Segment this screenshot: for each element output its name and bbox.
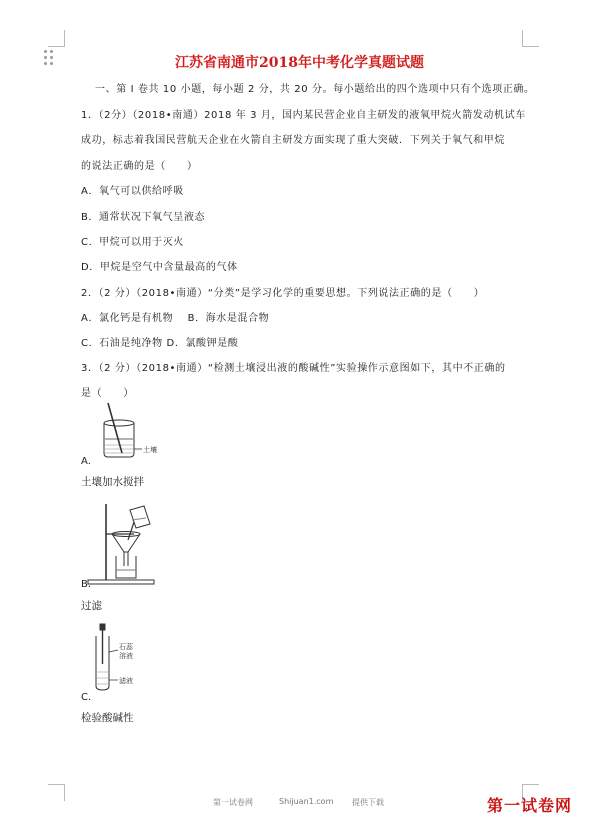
section-heading: 一、第 I 卷共 10 小题，每小题 2 分，共 20 分。每小题给出的四个选项中只有个选项正确。 — [95, 84, 535, 95]
crop-mark-top-right — [522, 30, 539, 47]
q1-line-2: 成功，标志着我国民营航天企业在火箭自主研发方面实现了重大突破．下列关于氧气和甲烷 — [81, 135, 505, 146]
figure-a-stirring — [96, 401, 166, 461]
figure-c-litmus-label-1: 石蕊 — [119, 643, 133, 651]
figure-c-test-tube — [94, 622, 164, 692]
q3-line-1: 3．（2 分）（2018•南通）“检测土壤浸出液的酸碱性”实验操作示意图如下，其中不正确的 — [81, 363, 506, 374]
footer-site-url[interactable]: Shijuan1.com — [279, 797, 334, 806]
q1-option-a: A．氧气可以供给呼吸 — [81, 186, 184, 197]
figure-a-caption: 土壤加水搅拌 — [81, 476, 144, 488]
document-title: 江苏省南通市2018年中考化学真题试题 — [175, 55, 424, 71]
footer-download-text: 提供下载 — [352, 798, 384, 807]
q3-option-b-letter: B． — [81, 579, 98, 590]
figure-b-caption: 过滤 — [81, 600, 102, 612]
q1-line-1: 1．（2分）（2018•南通）2018 年 3 月，国内某民营企业自主研发的液氧甲烷火箭发动机试车 — [81, 110, 526, 121]
crop-mark-top-left — [48, 30, 65, 47]
q2-options-ab: A．氯化钙是有机物 B．海水是混合物 — [81, 313, 270, 324]
q1-option-c: C．甲烷可以用于灭火 — [81, 237, 184, 248]
figure-c-caption: 检验酸碱性 — [81, 712, 134, 724]
figure-a-soil-label: 土壤 — [143, 446, 157, 454]
q1-line-3: 的说法正确的是（ ） — [81, 161, 198, 172]
q3-option-c-letter: C． — [81, 692, 98, 703]
q1-option-b: B．通常状况下氧气呈液态 — [81, 212, 206, 223]
q2-line: 2．（2 分）（2018•南通）“分类”是学习化学的重要思想。下列说法正确的是（ ） — [81, 288, 485, 299]
brand-logo-text: 第一试卷网 — [487, 796, 573, 815]
q1-option-d: D．甲烷是空气中含量最高的气体 — [81, 262, 238, 273]
q2-options-cd: C．石油是纯净物 D．氯酸钾是酸 — [81, 338, 239, 349]
footer-site-name: 第一试卷网 — [213, 798, 253, 807]
figure-c-litmus-label-2: 溶液 — [119, 652, 133, 660]
q3-line-2: 是（ ） — [81, 388, 134, 399]
figure-b-filtration — [84, 500, 174, 586]
figure-c-filtrate-label: 滤液 — [119, 677, 133, 685]
q3-option-a-letter: A． — [81, 456, 98, 467]
